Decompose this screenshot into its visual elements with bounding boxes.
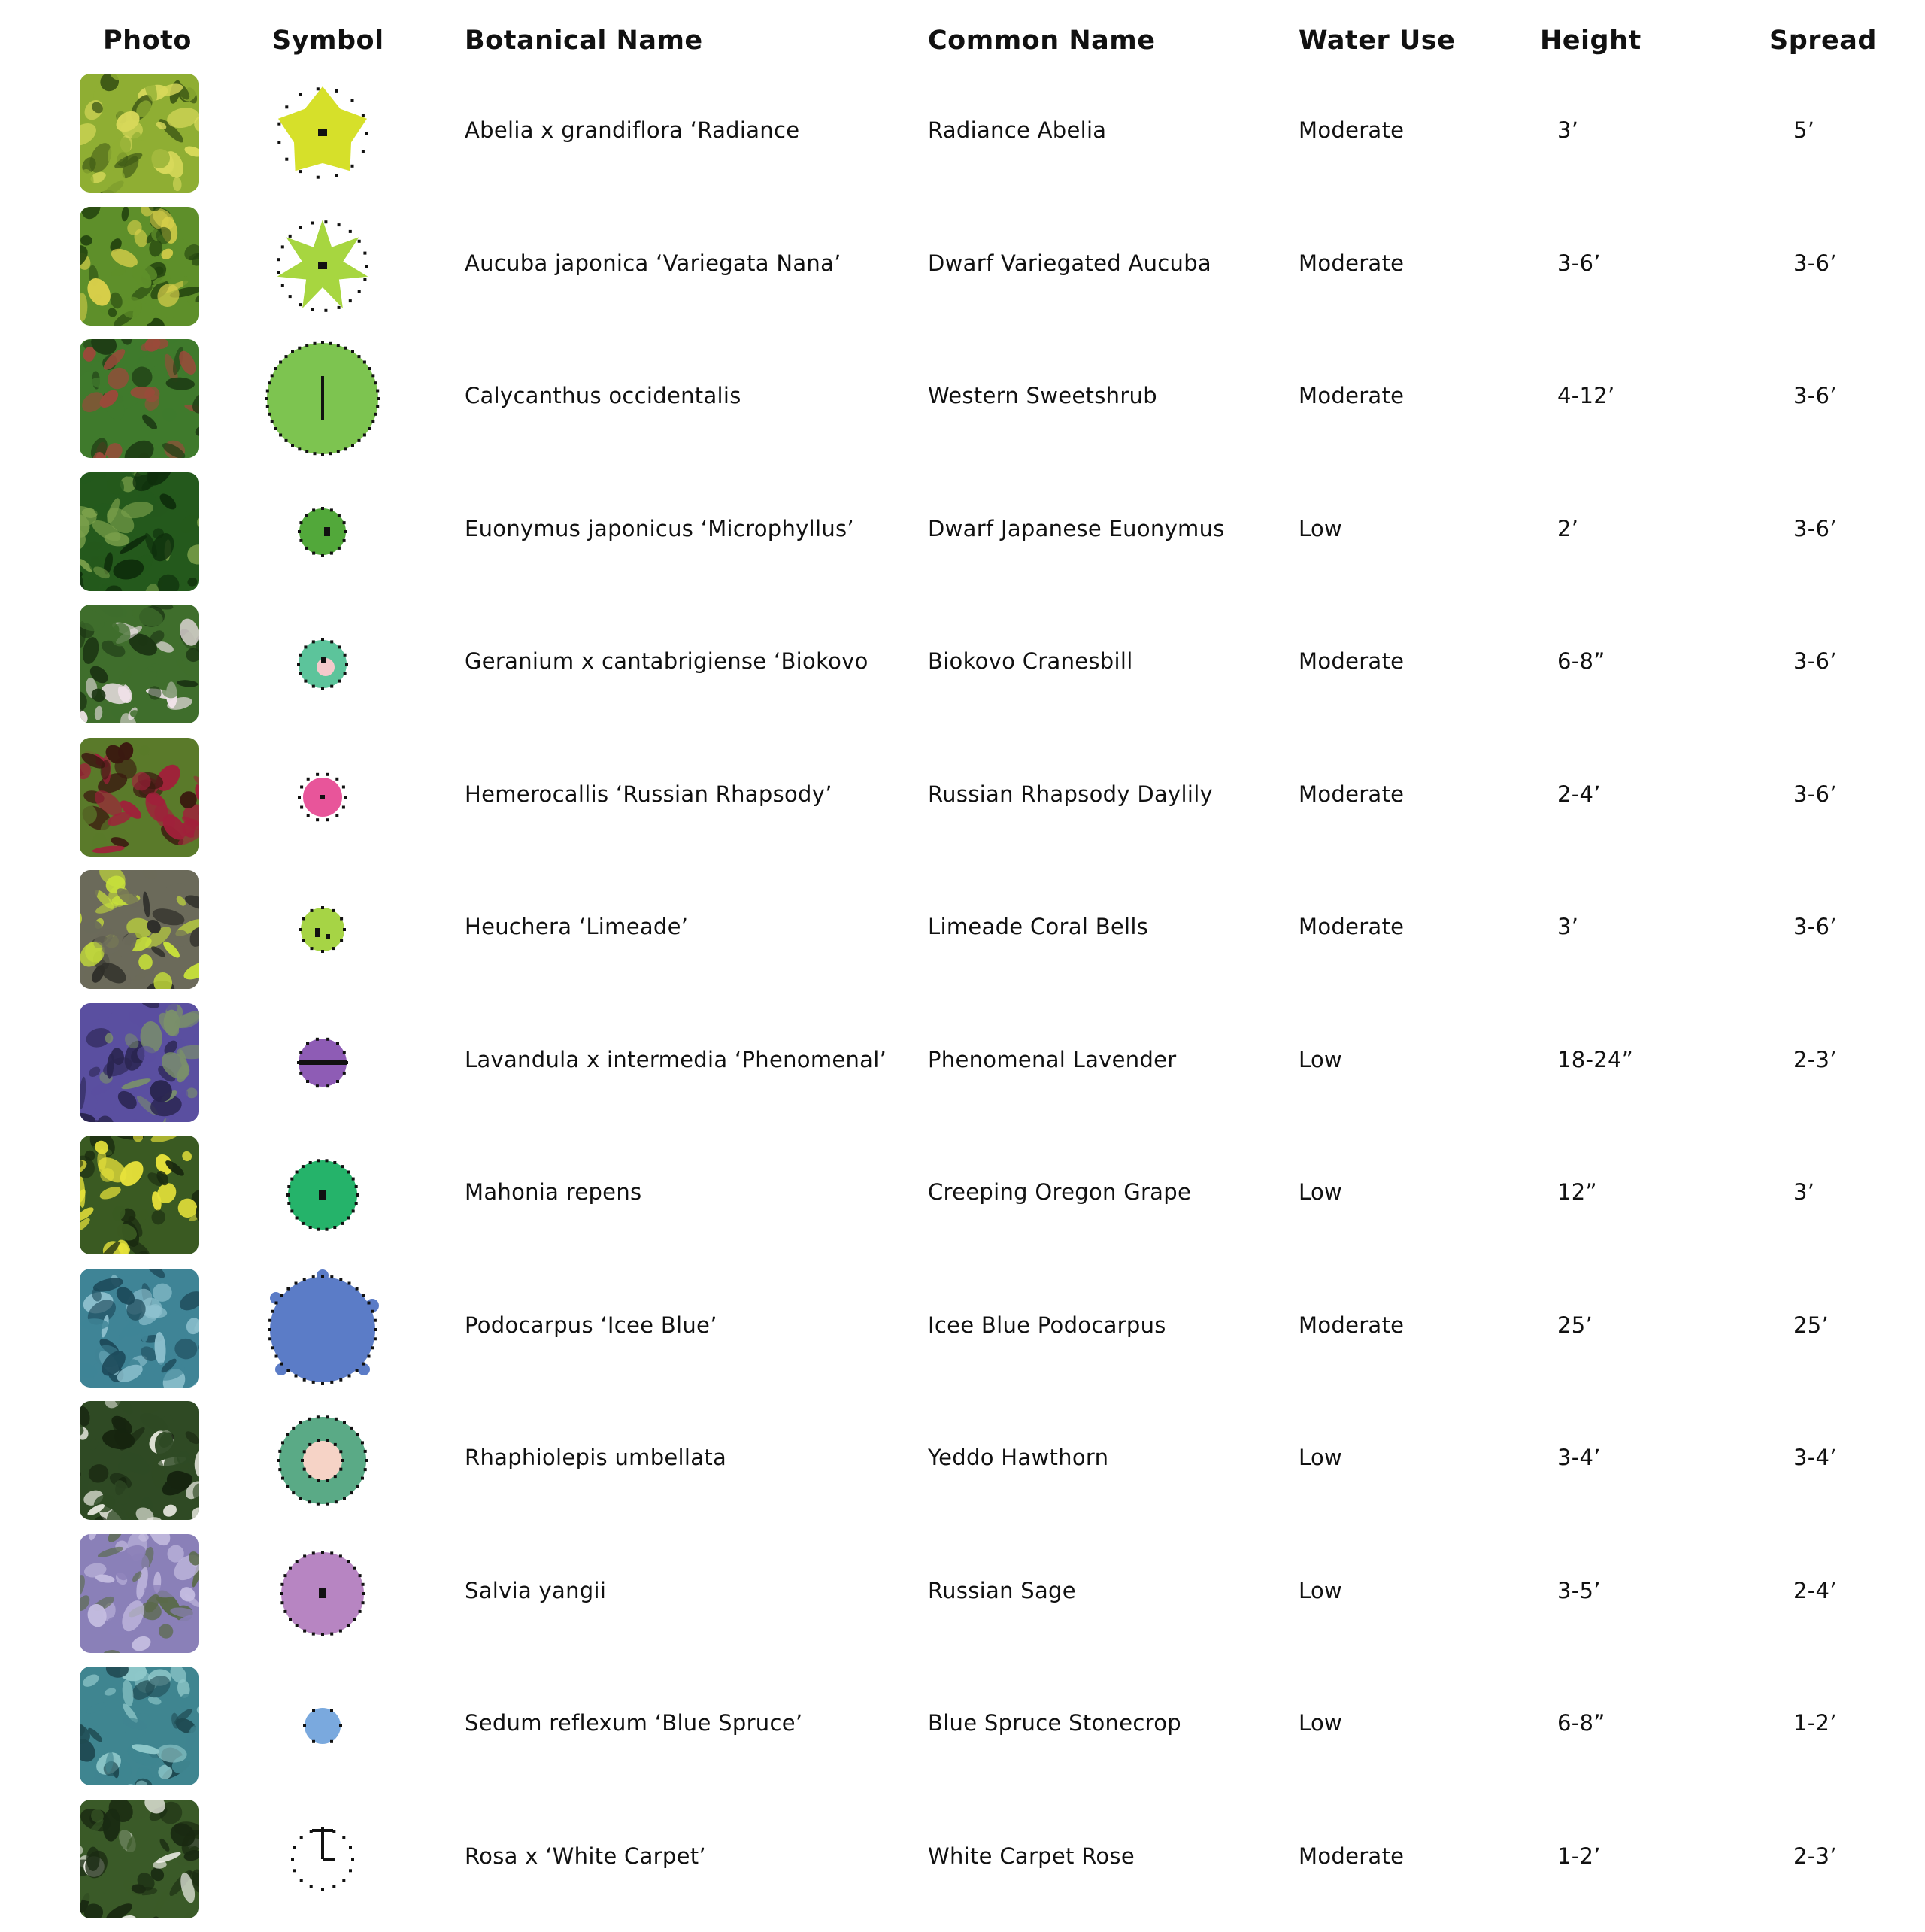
plant-symbol-icon <box>259 1136 387 1254</box>
table-row <box>0 1401 1925 1533</box>
botanical-name: Aucuba japonica ‘Variegata Nana’ <box>465 250 841 276</box>
water-use: Moderate <box>1299 117 1404 143</box>
botanical-name: Salvia yangii <box>465 1578 606 1603</box>
botanical-name: Lavandula x intermedia ‘Phenomenal’ <box>465 1047 887 1072</box>
botanical-name: Geranium x cantabrigiense ‘Biokovo <box>465 648 869 674</box>
height-value: 3-6’ <box>1557 250 1601 276</box>
height-value: 3-5’ <box>1557 1578 1601 1603</box>
header-spread: Spread <box>1769 26 1877 56</box>
water-use: Moderate <box>1299 914 1404 939</box>
common-name: Russian Rhapsody Daylily <box>928 781 1213 807</box>
common-name: Russian Sage <box>928 1578 1076 1603</box>
height-value: 6-8” <box>1557 1710 1605 1736</box>
table-row <box>0 738 1925 870</box>
plant-photo <box>80 1401 199 1520</box>
spread-value: 3-6’ <box>1793 648 1837 674</box>
plant-photo <box>80 1136 199 1254</box>
common-name: Phenomenal Lavender <box>928 1047 1177 1072</box>
plant-photo <box>80 339 199 458</box>
water-use: Low <box>1299 1445 1342 1470</box>
header-height: Height <box>1540 26 1642 56</box>
plant-symbol-icon <box>259 472 387 591</box>
plant-photo <box>80 1269 199 1388</box>
water-use: Moderate <box>1299 648 1404 674</box>
table-row <box>0 1003 1925 1136</box>
spread-value: 3-6’ <box>1793 914 1837 939</box>
plant-photo <box>80 1003 199 1122</box>
header-botanical-name: Botanical Name <box>465 26 703 56</box>
height-value: 6-8” <box>1557 648 1605 674</box>
plant-symbol-icon <box>259 1401 387 1520</box>
water-use: Moderate <box>1299 781 1404 807</box>
spread-value: 2-4’ <box>1793 1578 1837 1603</box>
spread-value: 3-6’ <box>1793 250 1837 276</box>
botanical-name: Abelia x grandiflora ‘Radiance <box>465 117 799 143</box>
table-row <box>0 1534 1925 1667</box>
plant-photo <box>80 1800 199 1918</box>
spread-value: 3’ <box>1793 1179 1814 1205</box>
spread-value: 3-6’ <box>1793 781 1837 807</box>
plant-symbol-icon <box>259 339 387 458</box>
plant-symbol-icon <box>259 74 387 193</box>
common-name: White Carpet Rose <box>928 1843 1135 1869</box>
plant-symbol-icon <box>259 207 387 326</box>
common-name: Dwarf Variegated Aucuba <box>928 250 1211 276</box>
height-value: 3’ <box>1557 914 1578 939</box>
water-use: Moderate <box>1299 250 1404 276</box>
table-row <box>0 472 1925 605</box>
height-value: 1-2’ <box>1557 1843 1601 1869</box>
height-value: 4-12’ <box>1557 383 1615 408</box>
table-row <box>0 1269 1925 1401</box>
plant-photo <box>80 472 199 591</box>
table-row <box>0 870 1925 1002</box>
table-row <box>0 207 1925 339</box>
common-name: Radiance Abelia <box>928 117 1106 143</box>
table-row <box>0 74 1925 206</box>
water-use: Low <box>1299 1578 1342 1603</box>
botanical-name: Sedum reflexum ‘Blue Spruce’ <box>465 1710 802 1736</box>
botanical-name: Euonymus japonicus ‘Microphyllus’ <box>465 516 854 541</box>
water-use: Low <box>1299 516 1342 541</box>
water-use: Low <box>1299 1179 1342 1205</box>
botanical-name: Podocarpus ‘Icee Blue’ <box>465 1312 717 1338</box>
water-use: Moderate <box>1299 383 1404 408</box>
plant-symbol-icon <box>259 1667 387 1785</box>
common-name: Dwarf Japanese Euonymus <box>928 516 1225 541</box>
plant-symbol-icon <box>259 870 387 989</box>
water-use: Low <box>1299 1047 1342 1072</box>
common-name: Western Sweetshrub <box>928 383 1157 408</box>
plant-symbol-icon <box>259 1003 387 1122</box>
common-name: Blue Spruce Stonecrop <box>928 1710 1181 1736</box>
spread-value: 3-4’ <box>1793 1445 1837 1470</box>
height-value: 18-24” <box>1557 1047 1633 1072</box>
spread-value: 5’ <box>1793 117 1814 143</box>
botanical-name: Heuchera ‘Limeade’ <box>465 914 688 939</box>
plant-photo <box>80 207 199 326</box>
botanical-name: Hemerocallis ‘Russian Rhapsody’ <box>465 781 832 807</box>
botanical-name: Mahonia repens <box>465 1179 641 1205</box>
common-name: Biokovo Cranesbill <box>928 648 1133 674</box>
spread-value: 1-2’ <box>1793 1710 1837 1736</box>
table-row <box>0 339 1925 472</box>
header-symbol: Symbol <box>272 26 384 56</box>
spread-value: 25’ <box>1793 1312 1829 1338</box>
plant-symbol-icon <box>259 1800 387 1918</box>
common-name: Yeddo Hawthorn <box>928 1445 1108 1470</box>
botanical-name: Calycanthus occidentalis <box>465 383 741 408</box>
plant-photo <box>80 605 199 723</box>
table-row <box>0 605 1925 737</box>
water-use: Moderate <box>1299 1843 1404 1869</box>
plant-symbol-icon <box>259 738 387 857</box>
common-name: Icee Blue Podocarpus <box>928 1312 1166 1338</box>
height-value: 25’ <box>1557 1312 1593 1338</box>
plant-photo <box>80 1667 199 1785</box>
plant-photo <box>80 738 199 857</box>
header-water-use: Water Use <box>1299 26 1455 56</box>
water-use: Low <box>1299 1710 1342 1736</box>
plant-symbol-icon <box>259 605 387 723</box>
plant-symbol-icon <box>259 1269 387 1388</box>
plant-photo <box>80 1534 199 1653</box>
spread-value: 3-6’ <box>1793 383 1837 408</box>
table-row <box>0 1667 1925 1799</box>
table-row <box>0 1800 1925 1932</box>
plant-photo <box>80 74 199 193</box>
height-value: 3-4’ <box>1557 1445 1601 1470</box>
height-value: 12” <box>1557 1179 1597 1205</box>
botanical-name: Rosa x ‘White Carpet’ <box>465 1843 706 1869</box>
spread-value: 3-6’ <box>1793 516 1837 541</box>
table-row <box>0 1136 1925 1268</box>
spread-value: 2-3’ <box>1793 1047 1837 1072</box>
water-use: Moderate <box>1299 1312 1404 1338</box>
plant-photo <box>80 870 199 989</box>
plant-symbol-icon <box>259 1534 387 1653</box>
header-photo: Photo <box>103 26 192 56</box>
common-name: Limeade Coral Bells <box>928 914 1148 939</box>
common-name: Creeping Oregon Grape <box>928 1179 1191 1205</box>
botanical-name: Rhaphiolepis umbellata <box>465 1445 726 1470</box>
header-common-name: Common Name <box>928 26 1155 56</box>
height-value: 2-4’ <box>1557 781 1601 807</box>
height-value: 3’ <box>1557 117 1578 143</box>
spread-value: 2-3’ <box>1793 1843 1837 1869</box>
height-value: 2’ <box>1557 516 1578 541</box>
